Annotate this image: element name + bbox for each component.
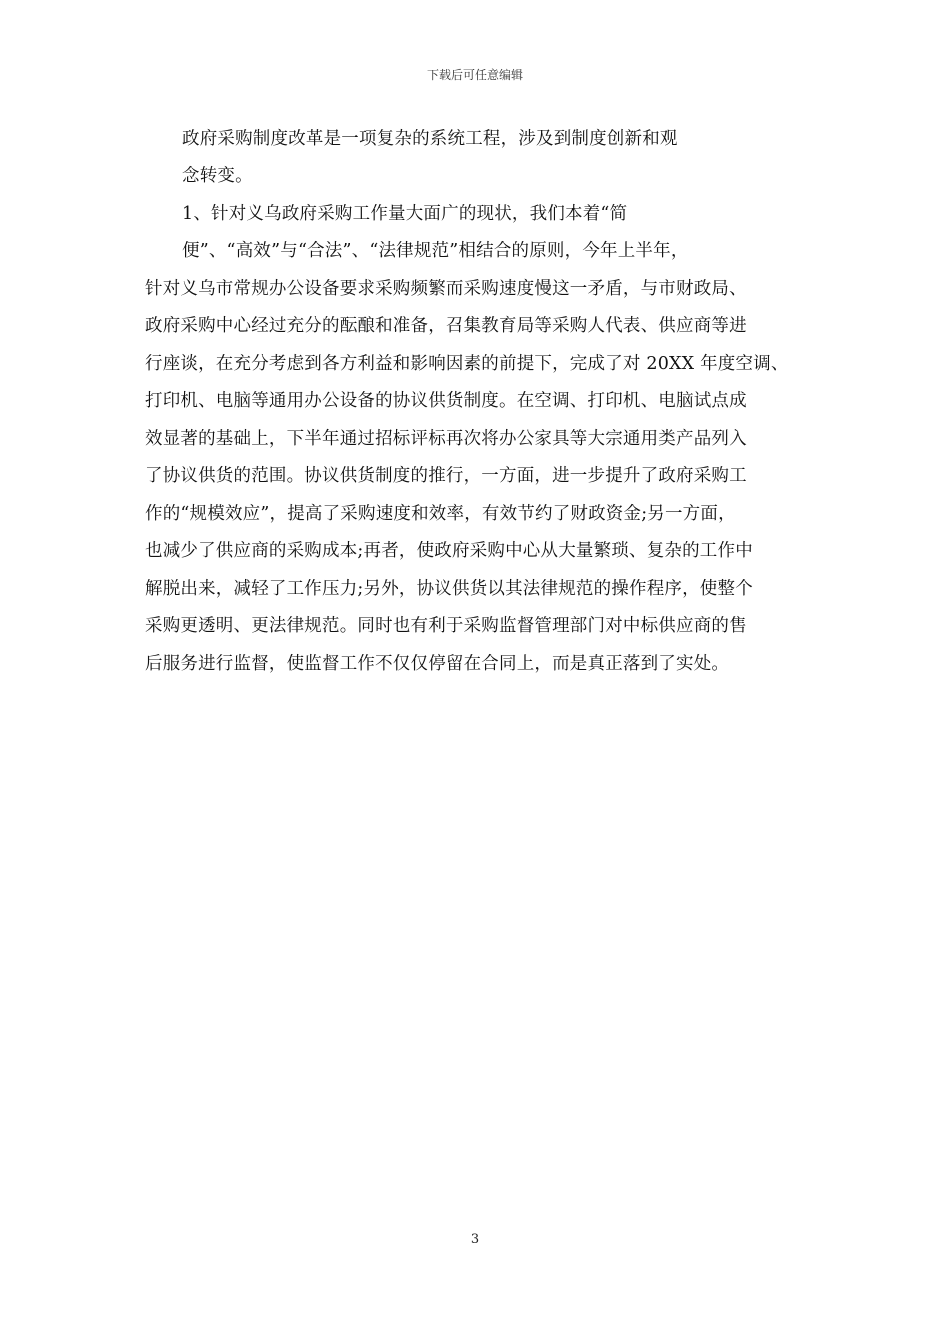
paragraph-line: 政府采购中心经过充分的酝酿和准备，召集教育局等采购人代表、供应商等进 — [145, 316, 747, 336]
page-header: 下载后可任意编辑 — [426, 68, 523, 82]
paragraph-line: 作的“规模效应”，提高了采购速度和效率，有效节约了财政资金;另一方面， — [145, 504, 736, 524]
paragraph-line: 1、针对义乌政府采购工作量大面广的现状，我们本着“简 — [182, 204, 628, 224]
paragraph-line: 打印机、电脑等通用办公设备的协议供货制度。在空调、打印机、电脑试点成 — [145, 391, 747, 411]
paragraph-line: 了协议供货的范围。协议供货制度的推行，一方面，进一步提升了政府采购工 — [145, 466, 747, 486]
paragraph-line: 针对义乌市常规办公设备要求采购频繁而采购速度慢这一矛盾，与市财政局、 — [145, 279, 747, 299]
paragraph-line: 念转变。 — [182, 166, 253, 186]
paragraph-line: 政府采购制度改革是一项复杂的系统工程，涉及到制度创新和观 — [182, 129, 678, 149]
paragraph-line: 效显著的基础上，下半年通过招标评标再次将办公家具等大宗通用类产品列入 — [145, 429, 747, 449]
paragraph-line: 解脱出来，减轻了工作压力;另外，协议供货以其法律规范的操作程序，使整个 — [145, 579, 753, 599]
paragraph-line: 也减少了供应商的采购成本;再者，使政府采购中心从大量繁琐、复杂的工作中 — [145, 541, 753, 561]
paragraph-line: 便”、“高效”与“合法”、“法律规范”相结合的原则，今年上半年， — [182, 241, 689, 261]
page-number: 3 — [470, 1232, 480, 1247]
paragraph-line: 采购更透明、更法律规范。同时也有利于采购监督管理部门对中标供应商的售 — [145, 616, 747, 636]
paragraph-line: 行座谈，在充分考虑到各方利益和影响因素的前提下，完成了对 20XX 年度空调、 — [145, 354, 789, 374]
paragraph-line: 后服务进行监督，使监督工作不仅仅停留在合同上，而是真正落到了实处。 — [145, 654, 730, 674]
